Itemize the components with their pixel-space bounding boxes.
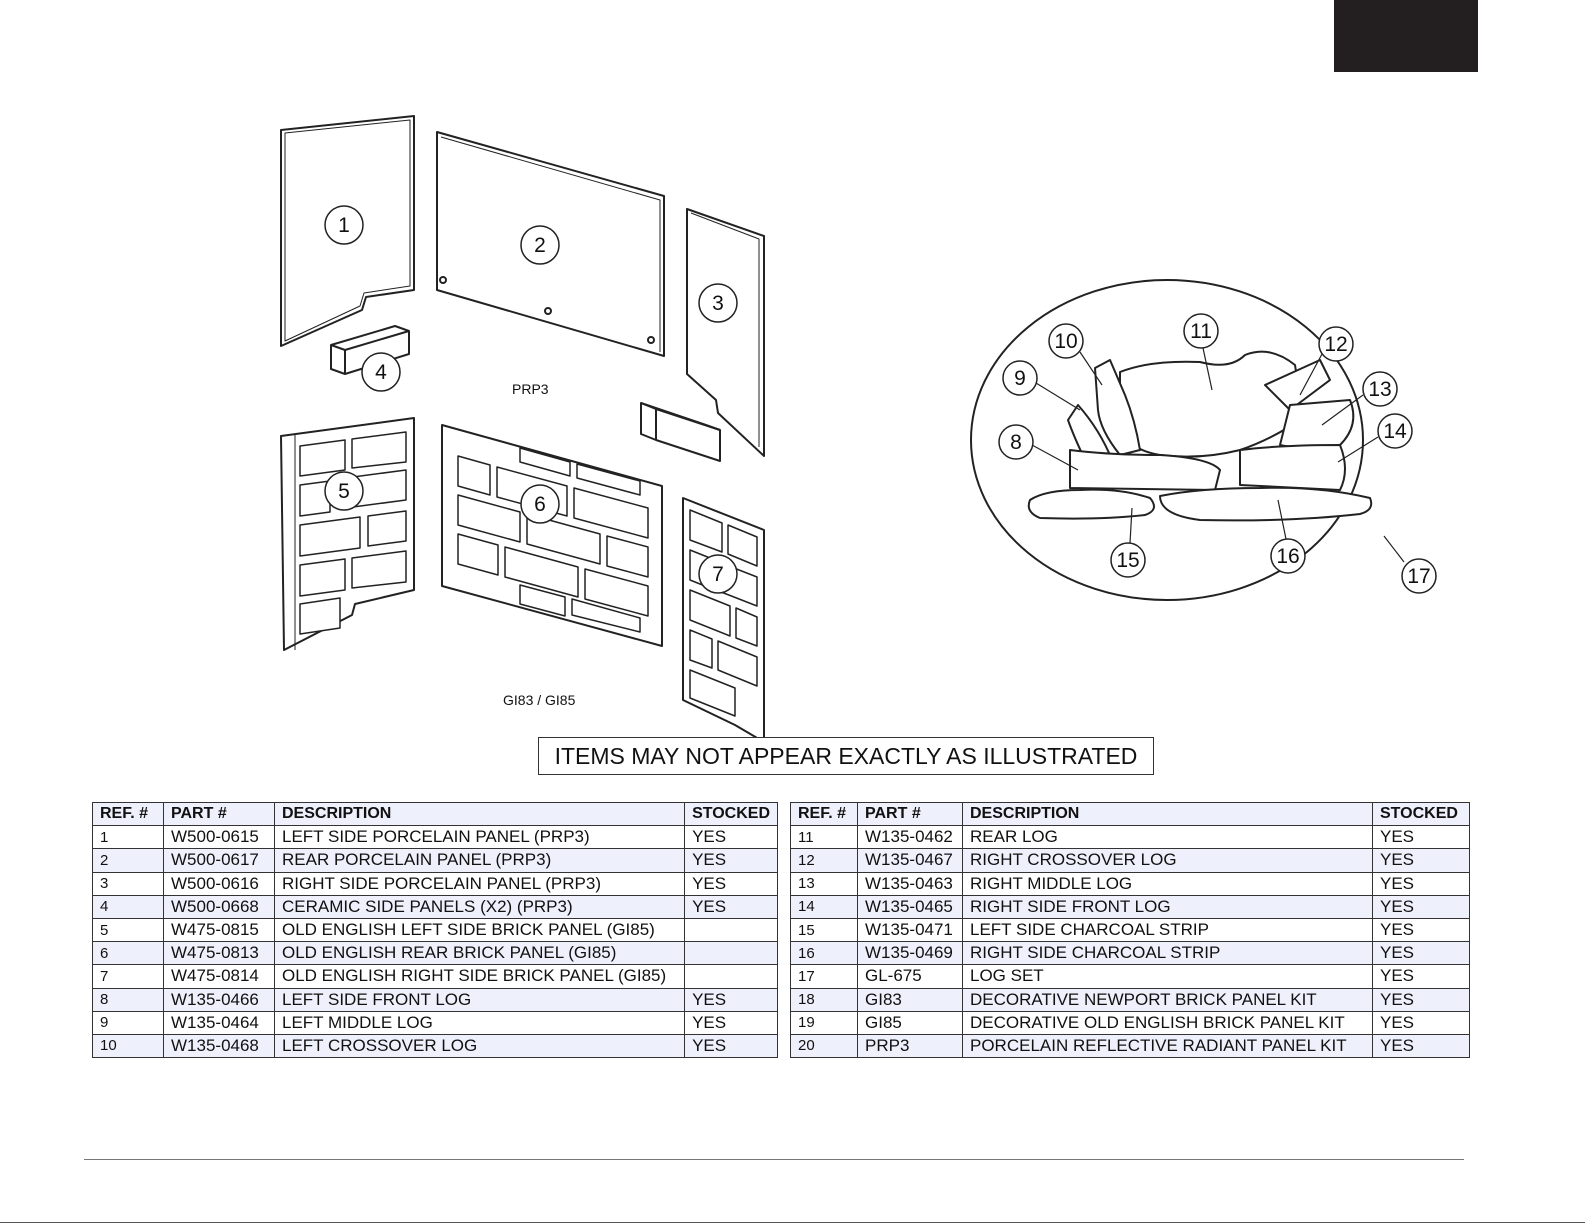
footer-divider: [84, 1159, 1464, 1160]
cell-part: GI83: [858, 988, 963, 1011]
cell-stocked: YES: [685, 895, 778, 918]
cell-description: RIGHT SIDE CHARCOAL STRIP: [963, 942, 1373, 965]
right-brick-panel: [683, 498, 764, 740]
cell-ref: 8: [93, 988, 164, 1011]
cell-description: RIGHT SIDE FRONT LOG: [963, 895, 1373, 918]
cell-ref: 4: [93, 895, 164, 918]
parts-table-left: [92, 802, 778, 1058]
cell-ref: 14: [791, 895, 858, 918]
cell-stocked: YES: [685, 849, 778, 872]
cell-description: CERAMIC SIDE PANELS (X2) (PRP3): [275, 895, 685, 918]
cell-part: GL-675: [858, 965, 963, 988]
cell-part: W135-0465: [858, 895, 963, 918]
cell-description: OLD ENGLISH RIGHT SIDE BRICK PANEL (GI85): [275, 965, 685, 988]
table-row: [93, 942, 778, 965]
cell-ref: 16: [791, 942, 858, 965]
cell-ref: 7: [93, 965, 164, 988]
callout-label-16: 16: [1276, 545, 1300, 568]
cell-description: REAR PORCELAIN PANEL (PRP3): [275, 849, 685, 872]
callout-label-7: 7: [712, 563, 724, 586]
cell-stocked: [685, 942, 778, 965]
cell-stocked: YES: [1373, 965, 1470, 988]
cell-description: PORCELAIN REFLECTIVE RADIANT PANEL KIT: [963, 1034, 1373, 1057]
table-row: [791, 895, 1470, 918]
cell-stocked: YES: [1373, 1034, 1470, 1057]
callout-label-8: 8: [1010, 431, 1022, 454]
header-description: DESCRIPTION: [275, 803, 685, 826]
table-row: [93, 918, 778, 941]
callout-label-15: 15: [1116, 549, 1140, 572]
table-row: [93, 965, 778, 988]
cell-description: LEFT SIDE FRONT LOG: [275, 988, 685, 1011]
cell-stocked: YES: [1373, 872, 1470, 895]
cell-stocked: YES: [685, 826, 778, 849]
parts-table-right: [790, 802, 1470, 1058]
cell-description: LEFT SIDE CHARCOAL STRIP: [963, 918, 1373, 941]
cell-description: OLD ENGLISH REAR BRICK PANEL (GI85): [275, 942, 685, 965]
cell-stocked: YES: [685, 1011, 778, 1034]
callout-label-10: 10: [1054, 330, 1078, 353]
callout-label-1: 1: [338, 214, 350, 237]
cell-ref: 13: [791, 872, 858, 895]
cell-stocked: YES: [1373, 988, 1470, 1011]
cell-ref: 11: [791, 826, 858, 849]
label-prp3: PRP3: [512, 381, 549, 397]
cell-description: RIGHT CROSSOVER LOG: [963, 849, 1373, 872]
cell-part: W475-0813: [164, 942, 275, 965]
callout-label-17: 17: [1407, 565, 1431, 588]
table-row: [93, 1034, 778, 1057]
header-part: PART #: [164, 803, 275, 826]
cell-part: W500-0615: [164, 826, 275, 849]
cell-ref: 19: [791, 1011, 858, 1034]
table-row: [93, 988, 778, 1011]
table-row: [791, 1034, 1470, 1057]
cell-part: W135-0467: [858, 849, 963, 872]
cell-ref: 3: [93, 872, 164, 895]
right-porcelain-panel: [687, 209, 764, 456]
table-row: [93, 1011, 778, 1034]
table-row: [791, 872, 1470, 895]
cell-part: GI85: [858, 1011, 963, 1034]
callout-label-12: 12: [1324, 333, 1348, 356]
table-row: [93, 872, 778, 895]
cell-description: LOG SET: [963, 965, 1373, 988]
table-header-row: [93, 803, 778, 826]
cell-stocked: YES: [1373, 826, 1470, 849]
left-brick-panel: [281, 418, 414, 650]
cell-description: LEFT SIDE PORCELAIN PANEL (PRP3): [275, 826, 685, 849]
cell-description: RIGHT SIDE PORCELAIN PANEL (PRP3): [275, 872, 685, 895]
cell-ref: 15: [791, 918, 858, 941]
cell-part: W500-0617: [164, 849, 275, 872]
rear-brick-panel: [442, 425, 662, 646]
cell-ref: 2: [93, 849, 164, 872]
cell-part: W135-0462: [858, 826, 963, 849]
callout-label-3: 3: [712, 292, 724, 315]
cell-part: W135-0464: [164, 1011, 275, 1034]
cell-part: W135-0468: [164, 1034, 275, 1057]
cell-ref: 5: [93, 918, 164, 941]
table-row: [791, 918, 1470, 941]
table-row: [93, 826, 778, 849]
cell-description: LEFT CROSSOVER LOG: [275, 1034, 685, 1057]
table-row: [93, 849, 778, 872]
cell-part: W135-0463: [858, 872, 963, 895]
cell-description: DECORATIVE NEWPORT BRICK PANEL KIT: [963, 988, 1373, 1011]
table-row: [791, 965, 1470, 988]
cell-part: W135-0466: [164, 988, 275, 1011]
cell-stocked: YES: [1373, 942, 1470, 965]
callout-label-14: 14: [1383, 420, 1407, 443]
cell-stocked: YES: [685, 988, 778, 1011]
cell-description: RIGHT MIDDLE LOG: [963, 872, 1373, 895]
cell-stocked: YES: [1373, 895, 1470, 918]
table-row: [791, 826, 1470, 849]
cell-description: LEFT MIDDLE LOG: [275, 1011, 685, 1034]
table-header-row: [791, 803, 1470, 826]
cell-ref: 17: [791, 965, 858, 988]
header-ref: REF. #: [93, 803, 164, 826]
cell-part: W475-0815: [164, 918, 275, 941]
callout-label-11: 11: [1190, 320, 1212, 343]
cell-ref: 1: [93, 826, 164, 849]
bottom-divider: [0, 1222, 1585, 1223]
callout-label-6: 6: [534, 493, 546, 516]
notice-box: ITEMS MAY NOT APPEAR EXACTLY AS ILLUSTRATED: [538, 737, 1154, 775]
table-row: [791, 1011, 1470, 1034]
label-gi83-gi85: GI83 / GI85: [503, 692, 576, 708]
cell-stocked: YES: [685, 872, 778, 895]
cell-part: W475-0814: [164, 965, 275, 988]
table-row: [791, 988, 1470, 1011]
cell-stocked: YES: [685, 1034, 778, 1057]
callout-label-2: 2: [534, 234, 546, 257]
callout-label-13: 13: [1368, 378, 1392, 401]
cell-part: PRP3: [858, 1034, 963, 1057]
cell-ref: 9: [93, 1011, 164, 1034]
header-description: DESCRIPTION: [963, 803, 1373, 826]
cell-description: REAR LOG: [963, 826, 1373, 849]
cell-ref: 6: [93, 942, 164, 965]
cell-part: W135-0471: [858, 918, 963, 941]
cell-stocked: YES: [1373, 918, 1470, 941]
cell-part: W135-0469: [858, 942, 963, 965]
cell-part: W500-0616: [164, 872, 275, 895]
header-part: PART #: [858, 803, 963, 826]
callout-label-5: 5: [338, 480, 350, 503]
header-stocked: STOCKED: [685, 803, 778, 826]
header-ref: REF. #: [791, 803, 858, 826]
cell-description: OLD ENGLISH LEFT SIDE BRICK PANEL (GI85): [275, 918, 685, 941]
header-stocked: STOCKED: [1373, 803, 1470, 826]
callout-label-9: 9: [1014, 367, 1026, 390]
cell-ref: 10: [93, 1034, 164, 1057]
callout-label-4: 4: [375, 361, 387, 384]
table-row: [791, 849, 1470, 872]
table-row: [791, 942, 1470, 965]
table-row: [93, 895, 778, 918]
cell-stocked: [685, 918, 778, 941]
cell-description: DECORATIVE OLD ENGLISH BRICK PANEL KIT: [963, 1011, 1373, 1034]
cell-stocked: YES: [1373, 849, 1470, 872]
cell-ref: 12: [791, 849, 858, 872]
cell-part: W500-0668: [164, 895, 275, 918]
cell-ref: 18: [791, 988, 858, 1011]
cell-ref: 20: [791, 1034, 858, 1057]
cell-stocked: [685, 965, 778, 988]
cell-stocked: YES: [1373, 1011, 1470, 1034]
